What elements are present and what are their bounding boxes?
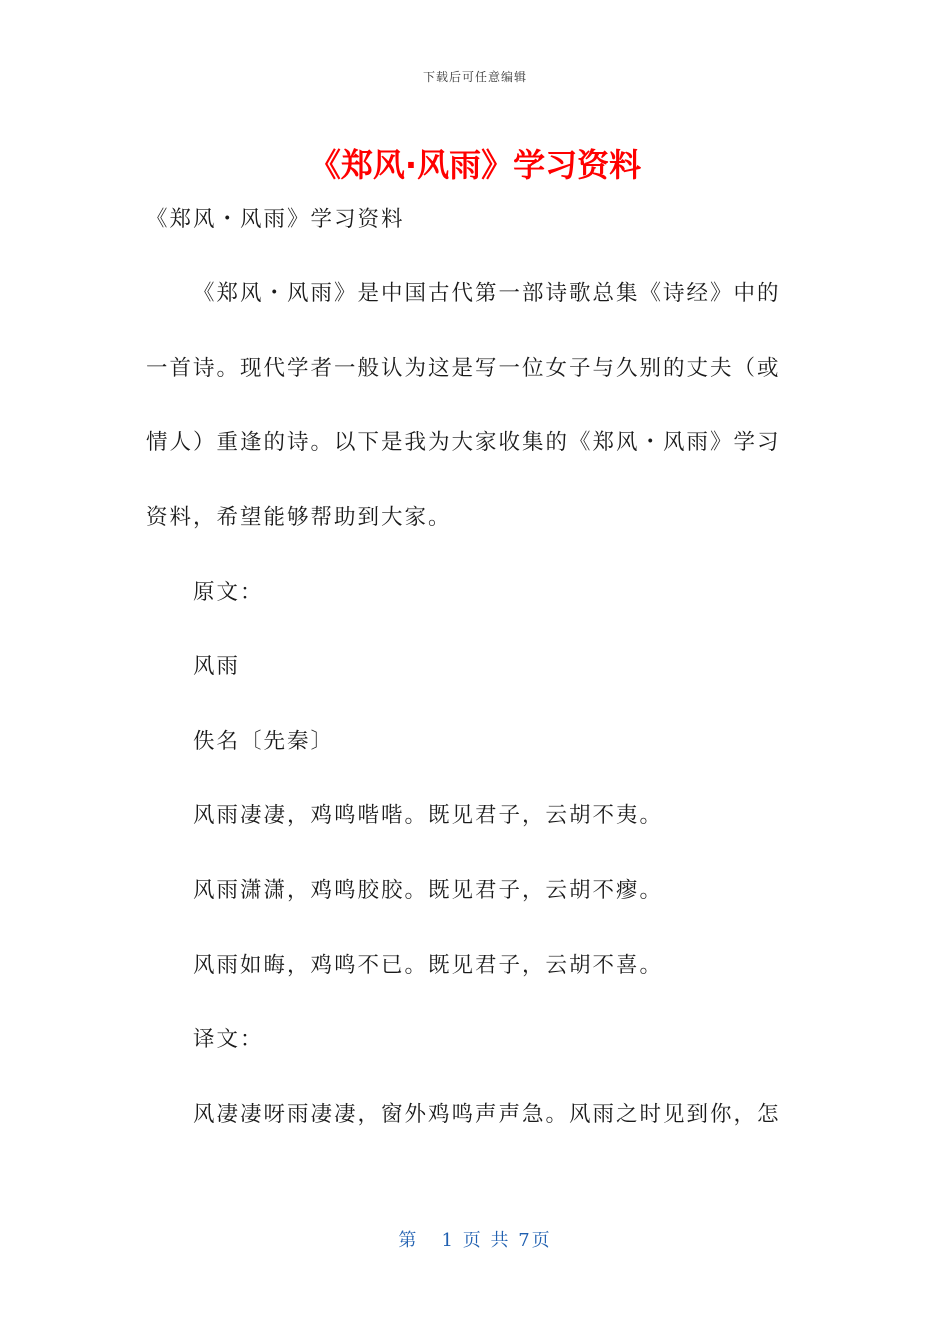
document-subtitle: 《郑风・风雨》学习资料: [146, 207, 405, 232]
page-prefix: 第: [398, 1230, 419, 1251]
poem-title: 风雨: [193, 654, 241, 679]
intro-line: 《郑风・风雨》是中国古代第一部诗歌总集《诗经》中的: [193, 281, 781, 306]
current-page-number: 1: [441, 1230, 455, 1251]
page-footer: [0, 1226, 950, 1252]
poem-line: 风雨如晦，鸡鸣不已。既见君子，云胡不喜。: [193, 953, 664, 978]
total-pages-number: 7: [518, 1230, 532, 1251]
intro-line: 情人）重逢的诗。以下是我为大家收集的《郑风・风雨》学习: [146, 430, 781, 455]
header-note: 下载后可任意编辑: [422, 70, 527, 84]
document-title: 《郑风·风雨》学习资料: [308, 146, 642, 184]
poem-author: 佚名〔先秦〕: [193, 729, 335, 754]
poem-line: 风雨潇潇，鸡鸣胶胶。既见君子，云胡不瘳。: [193, 878, 664, 903]
poem-line: 风雨凄凄，鸡鸣喈喈。既见君子，云胡不夷。: [193, 803, 664, 828]
translation-line: 风凄凄呀雨凄凄，窗外鸡鸣声声急。风雨之时见到你，怎: [193, 1102, 781, 1127]
page-suffix: 页: [531, 1230, 552, 1251]
translation-label: 译文：: [193, 1027, 264, 1052]
intro-line: 资料，希望能够帮助到大家。: [146, 505, 452, 530]
original-label: 原文：: [193, 580, 264, 605]
page-mid: 页 共: [462, 1230, 511, 1251]
intro-line: 一首诗。现代学者一般认为这是写一位女子与久别的丈夫（或: [146, 356, 781, 381]
